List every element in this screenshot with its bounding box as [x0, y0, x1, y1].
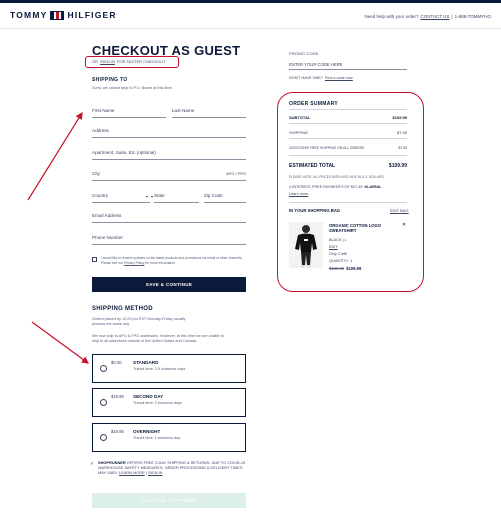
- continue-to-payment-button[interactable]: CONTINUE TO PAYMENT: [92, 493, 246, 508]
- signin-suffix: FOR FASTER CHECKOUT: [116, 59, 166, 64]
- logo-text-left: TOMMY: [10, 10, 48, 20]
- transit-time: Transit time: 2-5 business days: [133, 367, 186, 371]
- row-value: $109.99: [392, 115, 407, 120]
- shipping-price: $19.95: [111, 429, 124, 434]
- promo-question-text: DON'T HAVE ONE?: [289, 76, 323, 80]
- find-code-link[interactable]: Find a code now: [324, 76, 353, 80]
- shipping-name: STANDARD: [133, 360, 159, 365]
- shipping-name: SECOND DAY: [133, 394, 164, 399]
- phone-number[interactable]: 1-888-TOMMYHO: [454, 14, 491, 19]
- separator: |: [451, 14, 453, 19]
- promo-question: [289, 76, 353, 80]
- row-value: -$7.95: [397, 146, 407, 150]
- zip-field[interactable]: [204, 191, 246, 203]
- annotation-arrow-form: [28, 113, 82, 200]
- shipping-name: OVERNIGHT: [133, 429, 161, 434]
- remove-item-icon[interactable]: ✕: [402, 222, 407, 228]
- brand-logo[interactable]: [10, 10, 117, 20]
- shoprunner-check-icon: ✓: [90, 461, 95, 467]
- help-bar: [365, 14, 491, 19]
- last-name-field[interactable]: [172, 106, 246, 118]
- separator: |: [145, 470, 147, 476]
- radio-button[interactable]: [100, 365, 107, 372]
- product-quantity: QUANTITY: 1: [329, 259, 353, 263]
- product-color: BLACK: [329, 238, 342, 242]
- shopping-bag-title: IN YOUR SHOPPING BAG: [289, 208, 341, 213]
- save-continue-button[interactable]: SAVE & CONTINUE: [92, 277, 246, 292]
- shoprunner-learn-more-link[interactable]: LEARN MORE: [119, 470, 145, 476]
- chevron-down-icon: ▾: [151, 194, 154, 199]
- po-box-note: Sorry, we cannot ship to P.O. Boxes at this time.: [92, 86, 173, 90]
- email-label: Email Address: [92, 213, 122, 218]
- email-field[interactable]: [92, 211, 246, 223]
- contact-us-link[interactable]: CONTACT US: [420, 14, 450, 19]
- currency-note: PLEASE NOTE: ALL PRICES DISPLAYED ARE IN U.S. DOLLARS: [289, 175, 384, 179]
- apartment-field[interactable]: [92, 148, 246, 160]
- marketing-consent-checkbox[interactable]: [92, 257, 97, 262]
- edit-item-link[interactable]: EDIT: [329, 245, 338, 249]
- product-name: ORGANIC COTTON LOGO SWEATSHIRT: [329, 223, 382, 234]
- country-label: Country: [92, 193, 109, 198]
- shoprunner-brand: SHOPRUNNER: [98, 460, 126, 465]
- apo-fpo-toggle[interactable]: APO / FPO: [225, 171, 246, 176]
- help-text: Need help with your order?: [364, 14, 419, 19]
- old-price: $139.50: [329, 266, 345, 271]
- address-field[interactable]: [92, 126, 246, 138]
- processing-note-2: process the same day.: [92, 322, 130, 326]
- shipping-option-overnight[interactable]: [92, 423, 246, 452]
- first-name-field[interactable]: [92, 106, 166, 118]
- klarna-logo: KLARNA.: [364, 185, 382, 189]
- address-label: Address: [92, 128, 109, 133]
- order-summary-title: ORDER SUMMARY: [289, 101, 338, 107]
- product-stock: Only 2 left!: [329, 252, 348, 256]
- country-select[interactable]: [92, 191, 150, 203]
- city-field[interactable]: [92, 169, 246, 181]
- processing-note: [92, 317, 185, 327]
- signin-prefix: OR: [92, 59, 98, 64]
- first-name-label: First Name: [92, 108, 115, 113]
- shoprunner-text: OFFERS FREE 2-DAY SHIPPING & RETURNS. DUE TO COVID-19 WAREHOUSE SAFETY MEASURES, ORDER PROCESSING & DELIVERY TIMES MAY VARY.: [98, 460, 246, 476]
- promo-placeholder: ENTER YOUR CODE HERE: [289, 62, 343, 67]
- transit-time: Transit time: 1 business day: [133, 436, 181, 440]
- apartment-label: Apartment, Suite, Etc (optional): [92, 150, 156, 155]
- state-label: State: [154, 193, 165, 198]
- total-value: $109.99: [388, 163, 407, 169]
- consent-suffix: for more information.: [145, 260, 176, 265]
- shipping-price: $19.95: [111, 394, 124, 399]
- page-title: CHECKOUT AS GUEST: [92, 43, 241, 58]
- row-label: SHIPPING: [289, 130, 309, 135]
- phone-label: Phone Number: [92, 235, 123, 240]
- radio-button[interactable]: [100, 399, 107, 406]
- annotation-arrow-shipping: [32, 322, 88, 363]
- flag-icon: [50, 11, 64, 20]
- row-label: 2020TOSHIP FREE SHIPPING ON ALL ORDERS: [289, 146, 365, 150]
- processing-note-1: Orders placed by 12:00 pm EST Monday-Friday usually: [92, 317, 186, 321]
- promo-code-label: PROMO CODE: [289, 51, 319, 56]
- shipping-option-second-day[interactable]: [92, 388, 246, 417]
- product-size: L: [344, 238, 347, 242]
- klarna-learn-more-link[interactable]: Learn more: [289, 192, 309, 196]
- row-label: SUBTOTAL: [289, 115, 311, 120]
- shipping-option-standard[interactable]: [92, 354, 246, 383]
- state-select[interactable]: [151, 191, 199, 203]
- apo-note: [92, 334, 224, 344]
- total-label: ESTIMATED TOTAL: [289, 163, 336, 169]
- transit-time: Transit time: 2 business days: [133, 401, 183, 405]
- site-header: [0, 3, 501, 29]
- row-value: $7.95: [396, 130, 407, 135]
- promo-code-input[interactable]: [289, 60, 407, 70]
- annotation-oval-order-summary: [277, 92, 424, 292]
- city-label: City: [92, 171, 100, 176]
- consent-text: [101, 256, 246, 265]
- separator: |: [342, 238, 345, 242]
- logo-text-right: HILFIGER: [67, 10, 117, 20]
- edit-bag-link[interactable]: EDIT BAG: [390, 208, 409, 213]
- sale-price: $109.99: [346, 266, 362, 271]
- last-name-label: Last Name: [172, 108, 195, 113]
- privacy-policy-link[interactable]: Privacy Policy: [123, 260, 145, 265]
- shoprunner-notice: [92, 460, 246, 476]
- signin-link[interactable]: SIGN IN: [100, 59, 115, 64]
- apo-note-1: We now ship to APO & FPO addresses. However, at this time we are unable to: [92, 334, 225, 338]
- apo-note-2: ship to all addresses outside of the United States and Canada.: [92, 339, 198, 343]
- chevron-down-icon: ▾: [145, 194, 148, 199]
- shoprunner-signin-link[interactable]: SIGN IN: [148, 470, 163, 476]
- annotation-box-signin: [85, 56, 179, 68]
- shipping-to-title: SHIPPING TO: [92, 77, 128, 83]
- radio-button[interactable]: [100, 434, 107, 441]
- klarna-text: 4 INTEREST-FREE PAYMENTS OF $27.49: [289, 185, 363, 189]
- shipping-method-title: SHIPPING METHOD: [92, 306, 153, 312]
- consent-body: I would like to receive updates on the latest products and promotions via email or other channels. Please see our: [101, 256, 243, 265]
- phone-field[interactable]: [92, 233, 246, 245]
- shipping-price: $0.00: [111, 360, 122, 365]
- zip-label: Zip Code: [204, 193, 223, 198]
